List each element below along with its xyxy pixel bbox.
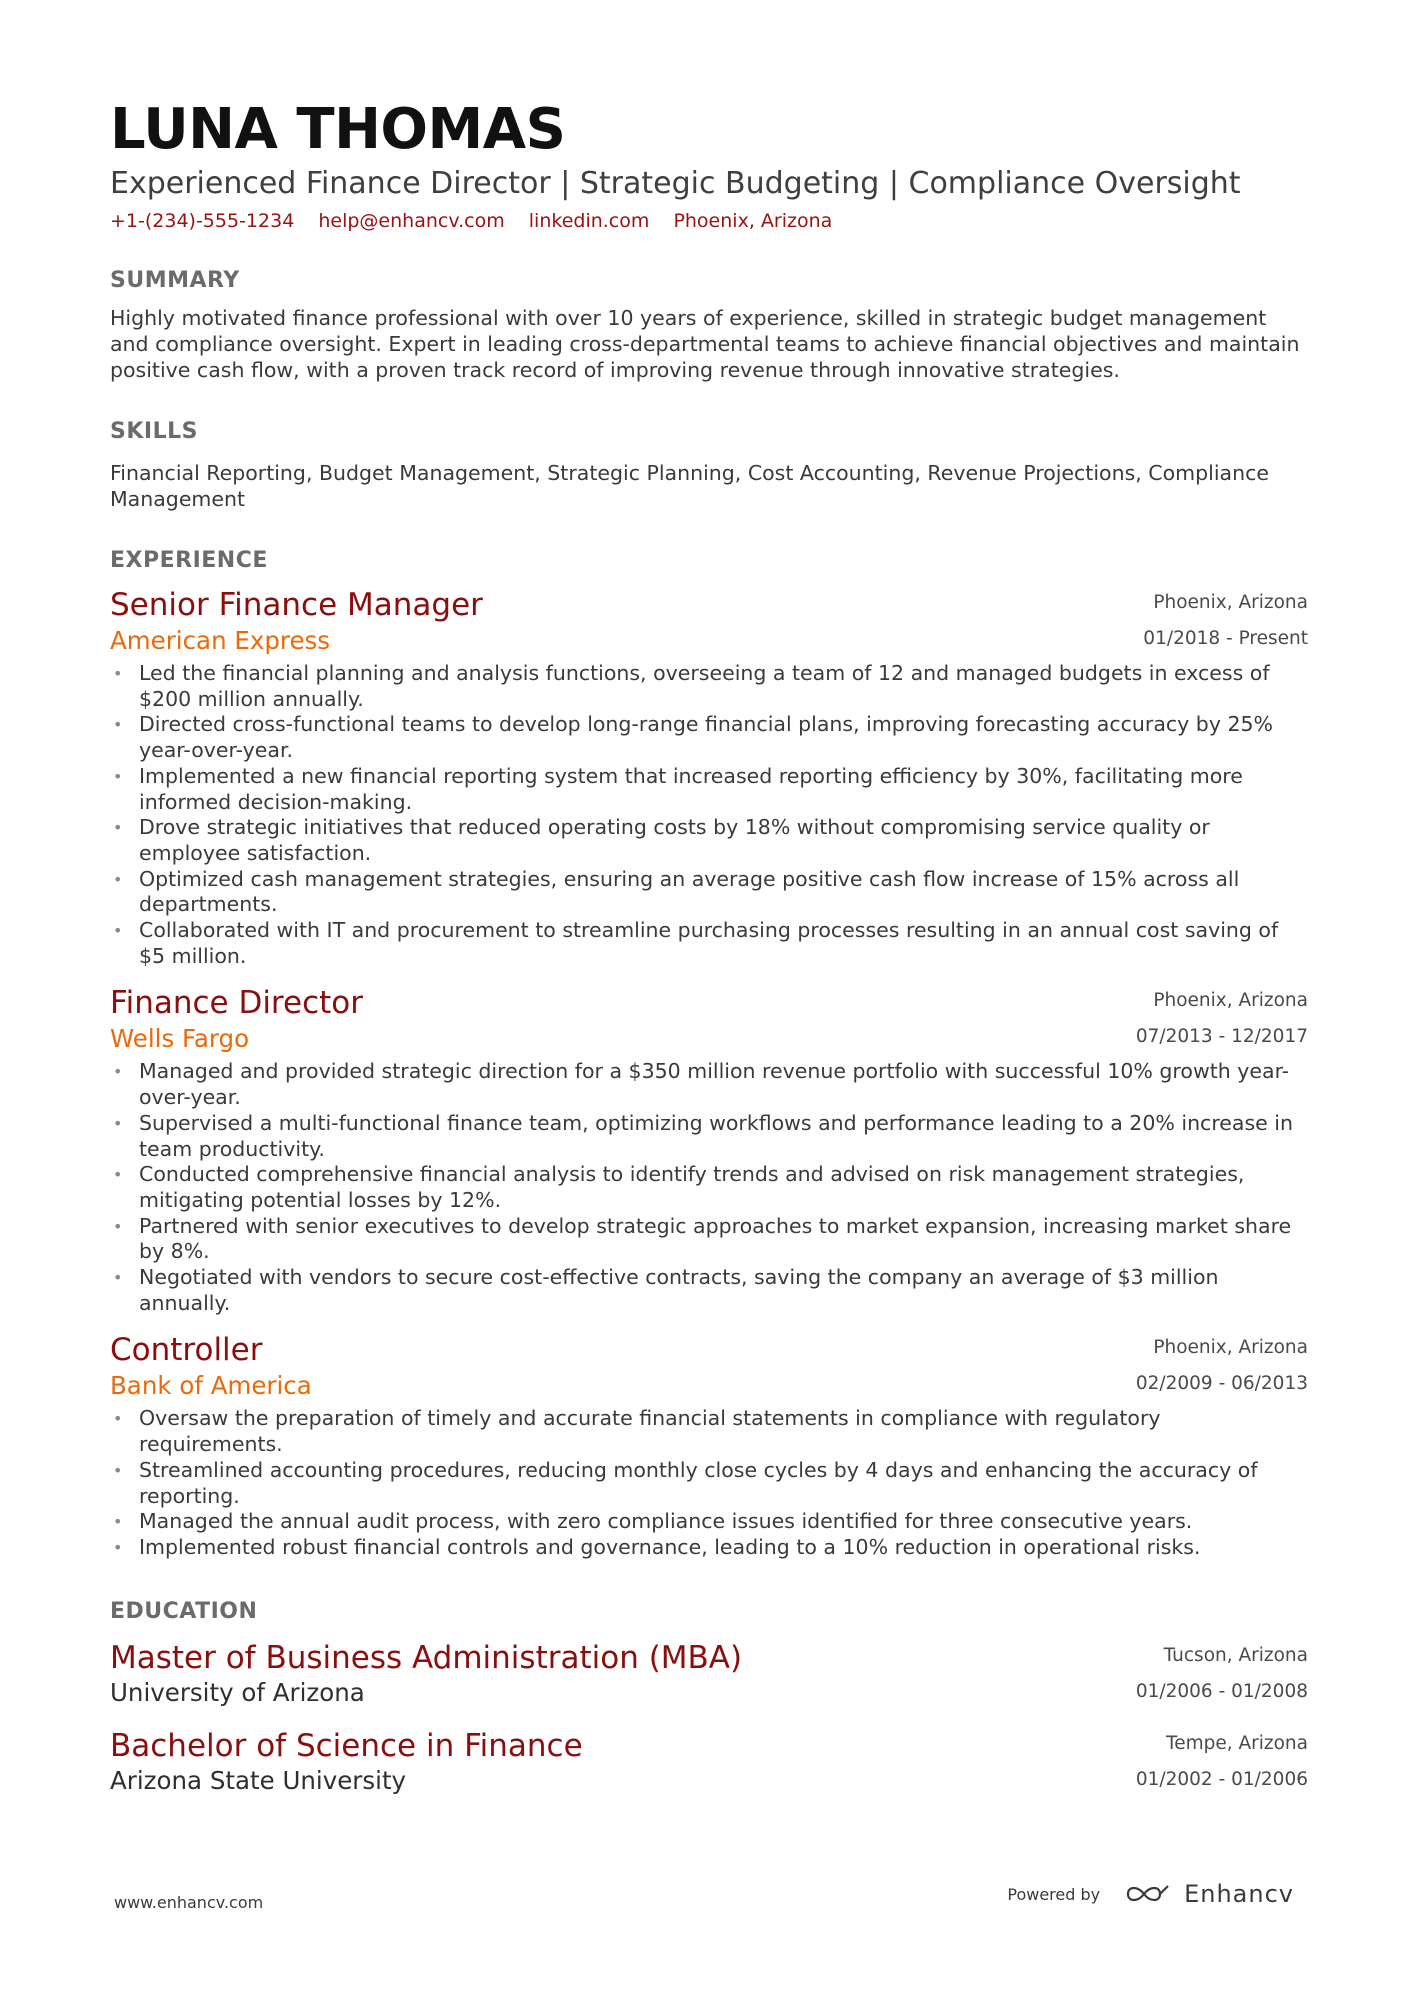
bullet-icon: • — [113, 766, 123, 786]
bullet-item: • Managed and provided strategic direction for a $350 million revenue portfolio with successful 10% growth year-over-year. — [113, 1059, 1290, 1110]
bullet-icon: • — [113, 1512, 123, 1532]
job-meta — [1136, 983, 1308, 1055]
bullet-icon: • — [113, 715, 123, 735]
education-entry — [110, 1638, 1308, 1708]
degree: Bachelor of Science in Finance — [110, 1727, 583, 1764]
experience-heading: EXPERIENCE — [110, 548, 268, 573]
enhancv-brand[interactable]: Enhancv — [1184, 1880, 1294, 1908]
job-location: Phoenix, Arizona — [1153, 592, 1308, 613]
job-entry — [110, 585, 1308, 969]
bullet-item: • Optimized cash management strategies, ensuring an average positive cash flow increase of 15% across all departments. — [113, 866, 1240, 917]
job-dates: 02/2009 - 06/2013 — [1135, 1373, 1308, 1395]
education-location: Tucson, Arizona — [1163, 1644, 1308, 1666]
contact-bar — [110, 208, 1308, 234]
bullet-icon: • — [113, 1460, 123, 1480]
job-bullets — [110, 1406, 1308, 1560]
skills-heading: SKILLS — [110, 419, 198, 444]
bullet-item: • Partnered with senior executives to develop strategic approaches to market expansion, increasing market share by 8%. — [113, 1213, 1292, 1264]
summary-heading: SUMMARY — [110, 268, 240, 293]
resume-page — [110, 96, 1308, 1796]
bullet-icon: • — [113, 1216, 123, 1236]
bullet-item: • Negotiated with vendors to secure cost-effective contracts, saving the company an average of $3 million annually. — [113, 1265, 1219, 1315]
education-entry — [110, 1726, 1308, 1796]
powered-by-label: Powered by — [1007, 1884, 1101, 1904]
job-dates: 01/2018 - Present — [1143, 628, 1308, 649]
bullet-item: • Managed the annual audit process, with zero compliance issues identified for three consecutive years. — [113, 1509, 1193, 1534]
summary-text: Highly motivated finance professional with over 10 years of experience, skilled in strategic budget management and compliance oversight. Expert in leading cross-departmental teams to achieve financial objectives and maintain positive cash flow, with a proven track record of improving revenue through innovative strategies. — [110, 306, 1300, 382]
bullet-icon: • — [113, 664, 123, 683]
bullet-icon: • — [113, 1409, 123, 1429]
bullet-item: • Implemented robust financial controls and governance, leading to a 10% reduction in operational risks. — [113, 1534, 1201, 1559]
school: Arizona State University — [110, 1765, 407, 1795]
bullet-item: • Led the financial planning and analysis functions, overseeing a team of 12 and managed budgets in excess of $200 million annually. — [113, 661, 1270, 711]
job-title: Finance Director — [110, 985, 363, 1022]
bullet-icon: • — [113, 1062, 123, 1082]
job-meta — [1143, 585, 1308, 657]
job-company: American Express — [110, 626, 331, 655]
skills-text: Financial Reporting, Budget Management, Strategic Planning, Cost Accounting, Revenue Projections, Compliance Management — [110, 461, 1269, 511]
candidate-name: LUNA THOMAS — [110, 97, 566, 162]
bullet-icon: • — [113, 1268, 123, 1288]
footer-branding — [1007, 1880, 1294, 1908]
job-location: Phoenix, Arizona — [1153, 1337, 1308, 1359]
job-bullets — [110, 1059, 1308, 1316]
education-meta — [1136, 1638, 1308, 1710]
bullet-item: • Implemented a new financial reporting system that increased reporting efficiency by 30%, facilitating more informed decision-making. — [113, 763, 1243, 814]
bullet-icon: • — [113, 818, 123, 838]
bullet-item: • Collaborated with IT and procurement to streamline purchasing processes resulting in an annual cost saving of $5 million. — [113, 918, 1279, 968]
bullet-item: • Drove strategic initiatives that reduced operating costs by 18% without compromising service quality or employee satisfaction. — [113, 815, 1210, 865]
job-dates: 07/2013 - 12/2017 — [1135, 1026, 1308, 1048]
job-company: Bank of America — [110, 1371, 312, 1401]
bullet-item: • Supervised a multi-functional finance team, optimizing workflows and performance leading to a 20% increase in team productivity. — [113, 1110, 1293, 1161]
education-meta — [1136, 1726, 1308, 1798]
job-bullets — [110, 661, 1308, 969]
bullet-icon: • — [113, 869, 123, 889]
job-entry — [110, 1330, 1308, 1560]
job-title: Controller — [110, 1332, 263, 1369]
email[interactable]: help@enhancv.com — [318, 210, 505, 232]
footer-website[interactable]: www.enhancv.com — [114, 1893, 264, 1912]
linkedin-link[interactable]: linkedin.com — [528, 210, 650, 232]
bullet-icon: • — [113, 1113, 123, 1133]
education-dates: 01/2006 - 01/2008 — [1135, 1680, 1308, 1702]
headline: Experienced Finance Director | Strategic Budgeting | Compliance Oversight — [110, 166, 1241, 201]
enhancv-logo-icon — [1124, 1880, 1172, 1908]
job-company: Wells Fargo — [110, 1024, 250, 1054]
job-title: Senior Finance Manager — [110, 587, 483, 623]
bullet-item: • Streamlined accounting procedures, reducing monthly close cycles by 4 days and enhancing the accuracy of reporting. — [113, 1457, 1258, 1508]
job-location: Phoenix, Arizona — [1153, 990, 1308, 1012]
school: University of Arizona — [110, 1677, 365, 1707]
bullet-item: • Directed cross-functional teams to develop long-range financial plans, improving forecasting accuracy by 25% year-over-year. — [113, 712, 1274, 763]
job-meta — [1136, 1330, 1308, 1402]
job-entry — [110, 983, 1308, 1316]
bullet-item: • Conducted comprehensive financial analysis to identify trends and advised on risk management strategies, mitigating potential losses by 12%. — [113, 1162, 1245, 1212]
location: Phoenix, Arizona — [673, 210, 833, 232]
bullet-icon: • — [113, 1165, 123, 1185]
bullet-icon: • — [113, 1537, 123, 1557]
phone[interactable]: +1-(234)-555-1234 — [110, 210, 295, 232]
bullet-icon: • — [113, 921, 123, 941]
education-location: Tempe, Arizona — [1166, 1732, 1308, 1754]
bullet-item: • Oversaw the preparation of timely and accurate financial statements in compliance with regulatory requirements. — [113, 1406, 1161, 1457]
degree: Master of Business Administration (MBA) — [110, 1639, 743, 1676]
education-heading: EDUCATION — [110, 1598, 258, 1624]
education-dates: 01/2002 - 01/2006 — [1135, 1768, 1308, 1790]
